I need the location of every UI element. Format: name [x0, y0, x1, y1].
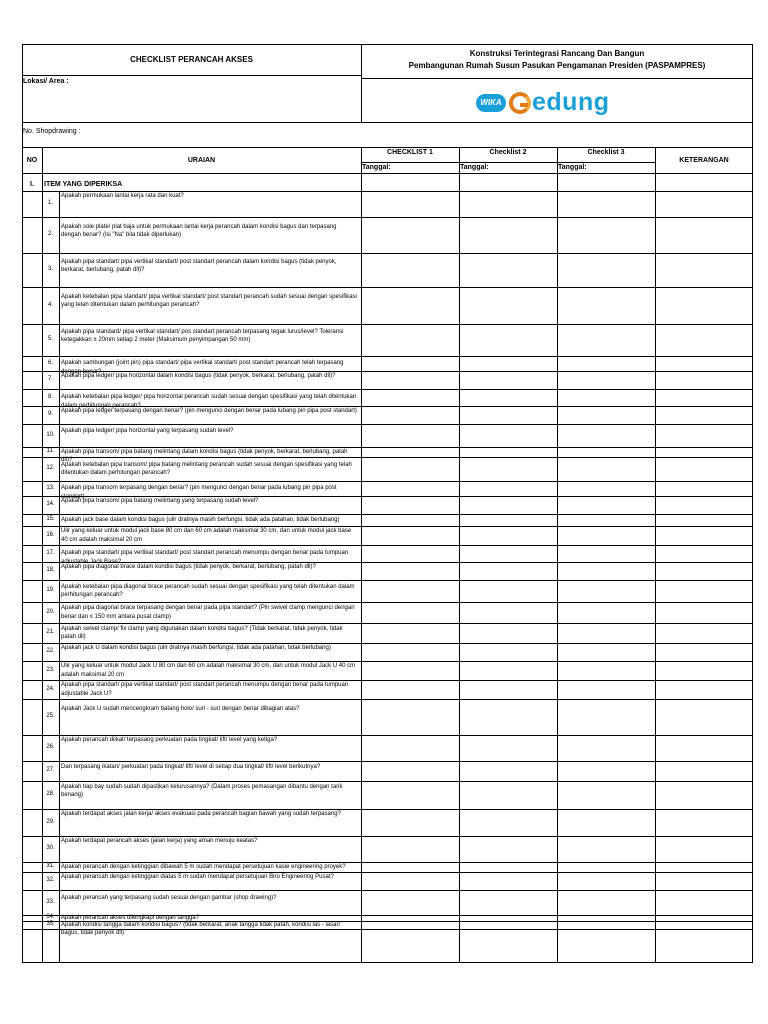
- grid-rule: [361, 147, 362, 962]
- item-description: Apakah pipa ledger/ pipa horizontal yang terpasang sudah level?: [61, 428, 234, 435]
- grid-rule: [22, 929, 753, 930]
- item-description: Apakah pipa standard/ pipa vertikal standart/ pos standart perancah terpasang tegak lurus/level? Toleransi ketegakkan ± 20mm setiap 2 meter (Maksimum penyimpangan 50 mm): [61, 328, 344, 343]
- item-number: 20.: [46, 608, 55, 615]
- item-number: 22.: [46, 648, 55, 654]
- item-description: Apakah kondisi tangga dalam kondisi bagus? (tidak berkarat, anak tangga tidak patah, kondisi las - lasan bagus, tidak penyok dll): [61, 921, 340, 937]
- grid-rule: [22, 253, 753, 254]
- item-description: Apakah pipa ledger/ pipa horizontal dalam kondisi bagus (tidak penyok, berkarat, berlubang, patah dll)?: [61, 372, 336, 379]
- section-title: ITEM YANG DIPERIKSA: [44, 181, 123, 188]
- checklist-2-date-label: Tanggal:: [460, 164, 489, 171]
- item-description: Apakah sole plate/ plat baja untuk permukaan lantai kerja perancah dalam kondisi bagus dan terpasang dengan benar? (isi "Na" bila tidak diperlukan): [61, 223, 337, 238]
- grid-rule: [22, 890, 753, 891]
- item-number: 13.: [46, 484, 55, 491]
- grid-rule: [22, 287, 753, 288]
- item-description: Apakah jack U dalam kondisi bagus (ulir dratnya masih berfungsi, tidak ada patahan, tidak berlubang): [61, 644, 331, 651]
- item-number: 8.: [47, 393, 53, 400]
- item-number: 31.: [46, 863, 55, 869]
- item-number: 26.: [46, 744, 55, 750]
- item-description: Apakah pipa ledger terpasang dengan benar? (pin mengunci dengan benar pada lubang pin pipa post standart): [61, 407, 357, 414]
- shopdrawing-label: No. Shopdrawing :: [23, 128, 81, 135]
- item-description: Apakah pipa transom/ pipa batang melintang dalam kondisi bagus (tidak penyok, berkarat, berlubang, patah dll)?: [61, 448, 348, 464]
- item-description: Dan terpasang ikatan/ perkuatan pada tingkat/ lift/ level di setiap dua tingkat/ lift/ level berikutnya?: [61, 763, 321, 770]
- item-number: 18.: [46, 567, 55, 573]
- item-number: 29.: [46, 818, 55, 825]
- grid-rule: [22, 173, 753, 174]
- item-number: 34.: [46, 914, 55, 920]
- item-number: 21.: [46, 629, 55, 635]
- item-description: Apakah terdapat perancah akses (jalan kerja) yang aman menuju keatas?: [61, 837, 258, 844]
- item-description: Apakah pipa transom/ pipa batang melintang yang terpasang sudah level?: [61, 497, 259, 504]
- item-number: 1.: [47, 200, 53, 206]
- item-number: 3.: [47, 266, 53, 272]
- item-description: Apakah perancah akses dilengkapi dengan tangga?: [61, 914, 200, 921]
- grid-rule: [22, 122, 753, 123]
- item-description: Apakah ketebalan pipa diagonal brace perancah sudah sesuai dengan spesifikasi yang telah ditentukan dalam perhitungan perancah?: [61, 583, 355, 598]
- grid-rule: [22, 44, 753, 45]
- project-title-line2: Pembangunan Rumah Susun Pasukan Pengamanan Presiden (PASPAMPRES): [408, 61, 706, 70]
- item-number: 30.: [46, 845, 55, 851]
- item-description: Apakah jack base dalam kondisi bagus (ulir dratnya masih berfungsi, tidak ada patahan, tidak berlubang): [61, 516, 340, 523]
- item-description: Apakah perancah dengan ketinggian diatas 5 m sudah mendapat persetujuan Biro Engineering Pusat?: [61, 873, 334, 880]
- item-number: 35.: [46, 921, 55, 927]
- item-number: 10.: [46, 431, 55, 438]
- company-logo: [476, 88, 610, 117]
- location-label: Lokasi/ Area :: [23, 78, 69, 85]
- item-description: Apakah perancah dengan ketinggian dibawah 5 m sudah mendapat persetujuan kasie engineering proyek?: [61, 863, 346, 870]
- item-description: Apakah terdapat akses jalan kerja/ akses evakuasi pada perancah bagian bawah yang sudah terpasang?: [61, 811, 341, 818]
- item-description: Apakah pipa standart/ pipa vertikal standart/ post standart perancah menumpu dengan benar pada tumpuan adjustable Jack Base?: [61, 550, 349, 565]
- item-number: 11.: [46, 448, 55, 454]
- project-title-line1: Konstruksi Terintegrasi Rancang Dan Bangun: [469, 49, 645, 58]
- item-description: Apakah pipa standart/ pipa vertikal standart/ post standart perancah menumpu dengan benar pada tumpuan adjustable Jack U?: [61, 682, 349, 697]
- column-header-uraian: URAIAN: [187, 157, 216, 164]
- grid-rule: [22, 75, 361, 76]
- grid-rule: [557, 147, 558, 962]
- grid-rule: [59, 191, 60, 962]
- item-number: 19.: [46, 587, 55, 593]
- grid-rule: [22, 481, 753, 482]
- item-description: Apakah swivel clamp/ fix clamp yang digunakan dalam kondisi bagus? (Tidak berkarat, tidak penyok, tidak patah dll): [61, 625, 343, 640]
- item-number: 9.: [47, 411, 53, 417]
- column-header-checklist-2: Checklist 2: [489, 149, 527, 156]
- item-description: Apakah tiap bay sudah sudah dipastikan kelurusannya? (Dalam proses pemasangan dibantu dengan tarik benang): [61, 783, 343, 798]
- item-number: 23.: [46, 666, 55, 673]
- item-number: 12.: [46, 465, 55, 471]
- item-number: 14.: [46, 501, 55, 507]
- checklist-3-date-label: Tanggal:: [558, 164, 587, 171]
- item-number: 17.: [46, 549, 55, 556]
- grid-rule: [361, 162, 655, 163]
- item-number: 24.: [46, 685, 55, 692]
- item-number: 28.: [46, 791, 55, 797]
- column-header-checklist-3: Checklist 3: [587, 149, 625, 156]
- item-description: Apakah pipa transom terpasang dengan benar? (pin mengunci dengan benar pada lubang pin pipa post standart): [61, 485, 337, 500]
- gedung-g-icon: [509, 92, 531, 114]
- grid-rule: [22, 602, 753, 603]
- item-description: Apakah perancah yang terpasang sudah sesuai dengan gambar (shop drawing)?: [61, 895, 277, 902]
- item-number: 5.: [47, 336, 53, 342]
- grid-rule: [22, 699, 753, 700]
- item-description: Ulir yang keluar untuk modul Jack U 80 cm dan 60 cm adalah maksimal 30 cm, dan untuk modul Jack U 40 cm adalah maksimal 20 cm: [61, 663, 356, 678]
- form-title: CHECKLIST PERANCAH AKSES: [130, 55, 253, 64]
- grid-rule: [22, 389, 753, 390]
- item-number: 25.: [46, 713, 55, 719]
- section-number: I.: [30, 181, 34, 188]
- item-number: 2.: [47, 231, 53, 237]
- item-number: 16.: [46, 531, 55, 538]
- item-number: 4.: [47, 301, 53, 308]
- item-description: Apakah permukaan lantai kerja rata dan kuat?: [61, 192, 184, 199]
- item-description: Apakah perancah diikat/ terpasang perkuatan pada tingkat/ lift/ level yang ketiga?: [61, 736, 278, 743]
- item-description: Apakah pipa standart/ pipa vertikal standart/ post standart perancah dalam kondisi bagus (tidak penyok, berkarat, berlubang, patah dll)?: [61, 258, 337, 273]
- item-description: Ulir yang keluar untuk modul jack base 80 cm dan 60 cm adalah maksimal 30 cm, dan untuk modul jack base 40 cm adalah maksimal 20 cm: [61, 528, 352, 543]
- grid-rule: [22, 217, 753, 218]
- column-header-keterangan: KETERANGAN: [679, 157, 729, 164]
- item-description: Apakah pipa diagonal brace dalam kondisi bagus (tidak penyok, berkarat, berlubang, patah dll)?: [61, 563, 316, 570]
- item-number: 33.: [46, 898, 55, 905]
- grid-rule: [22, 962, 753, 963]
- item-description: Apakah sambungan (joint pin) pipa standart/ pipa vertikal standart/ post standart perancah telah terpasang dengan benar?: [61, 360, 344, 375]
- grid-rule: [22, 356, 753, 357]
- item-description: Apakah ketebalan pipa transom/ pipa batang melintang perancah sudah sesuai dengan spesifikasi yang telah ditentukan dalam perhitungan perancah?: [61, 461, 352, 476]
- item-number: 6.: [47, 359, 53, 366]
- item-number: 32.: [46, 877, 55, 883]
- grid-rule: [655, 147, 656, 962]
- logo-wordmark: edung: [532, 88, 610, 116]
- item-description: Apakah ketebalan pipa standart/ pipa vertikal standart/ post standart perancah sudah sesuai dengan spesifikasi yang telah ditentukan dalam perhitungan perancah?: [61, 294, 357, 309]
- grid-rule: [22, 147, 753, 148]
- grid-rule: [361, 78, 753, 79]
- grid-rule: [22, 545, 753, 546]
- checklist-1-date-label: Tanggal:: [362, 164, 391, 171]
- grid-rule: [22, 324, 753, 325]
- grid-rule: [22, 580, 753, 581]
- item-description: Apakah ketebalan pipa ledger/ pipa horizontal perancah sudah sesuai dengan spesifikasi yang telah ditentukan dalam perhitungan perancah?: [61, 394, 357, 409]
- item-number: 27.: [46, 767, 55, 773]
- grid-rule: [22, 457, 753, 458]
- grid-rule: [22, 514, 753, 515]
- column-header-checklist-1: CHECKLIST 1: [387, 149, 433, 156]
- item-number: 7.: [47, 376, 53, 382]
- wika-badge: WIKA: [476, 94, 506, 112]
- item-number: 15.: [46, 516, 55, 522]
- grid-rule: [459, 147, 460, 962]
- grid-rule: [22, 424, 753, 425]
- item-description: Apakah pipa diagonal brace terpasang dengan benar pada pipa standart? (Pin swivel clamp mengunci dengan benar dan ≤ 150 mm antara pusat clamp): [61, 605, 355, 620]
- column-header-no: NO: [26, 157, 38, 164]
- item-description: Apakah Jack U sudah mencengkram batang holo/ suri - suri dengan benar dibagian atas?: [61, 705, 300, 712]
